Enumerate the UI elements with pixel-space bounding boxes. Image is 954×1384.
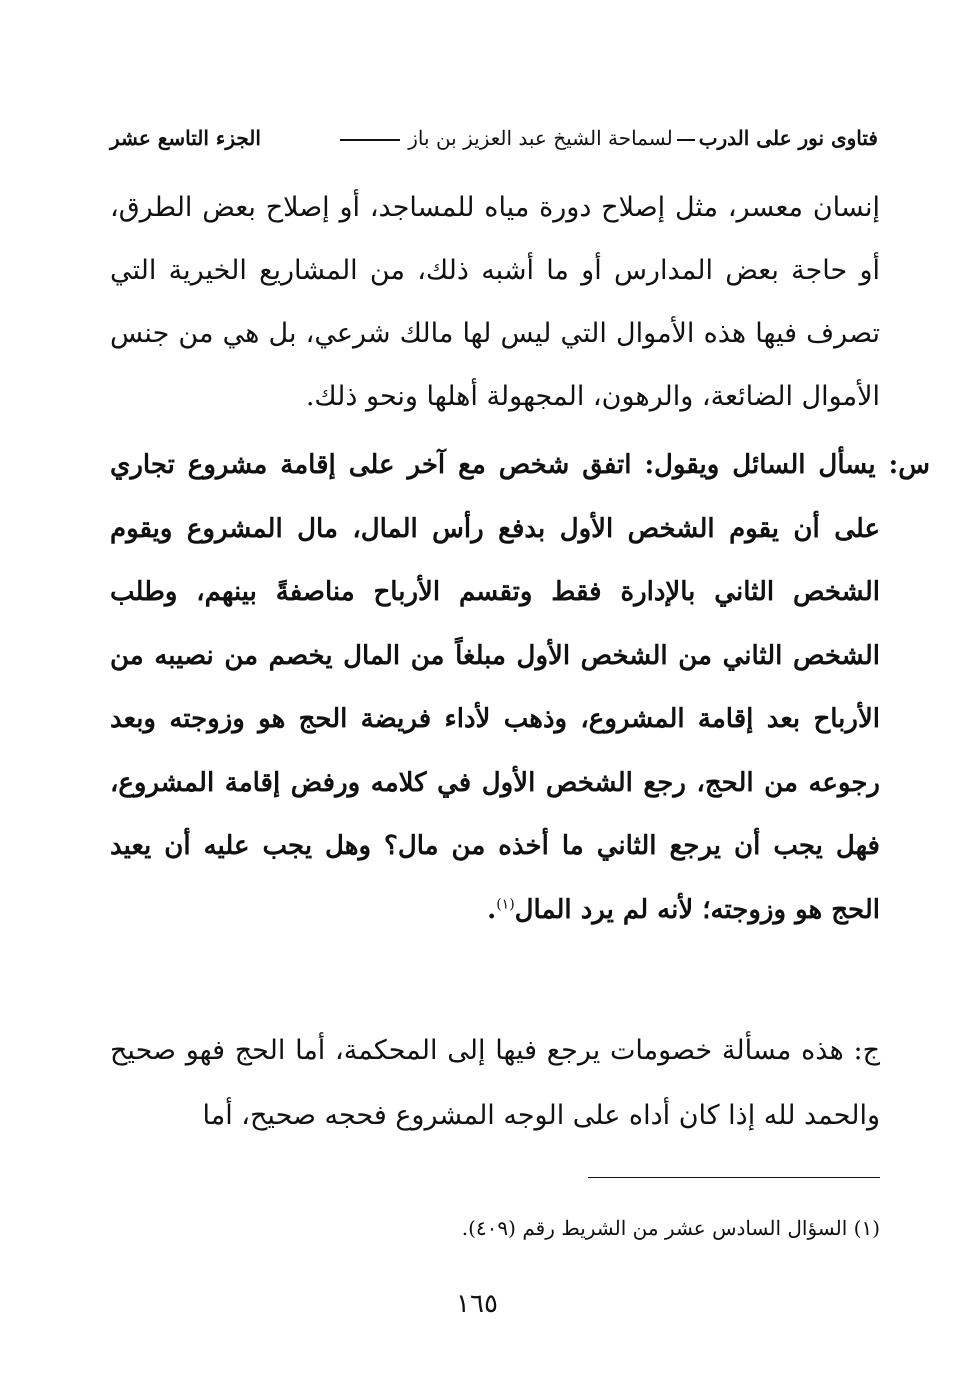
running-header bbox=[110, 118, 878, 158]
answer-text: هذه مسألة خصومات يرجع فيها إلى المحكمة، أما الحج فهو صحيح والحمد لله إذا كان أداه على الوجه المشروع فحجه صحيح، أما bbox=[110, 1035, 880, 1131]
paragraph-continuation: إنسان معسر، مثل إصلاح دورة مياه للمساجد، أو إصلاح بعض الطرق، أو حاجة بعض المدارس أو ما أشبه ذلك، من المشاريع الخيرية التي تصرف فيها هذه الأموال التي ليس لها مالك شرعي، بل هي من جنس الأموال الضائعة، والرهون، المجهولة أهلها ونحو ذلك. bbox=[110, 192, 880, 412]
volume-label: الجزء التاسع عشر bbox=[110, 126, 261, 150]
answer-label: ج: bbox=[853, 1035, 880, 1066]
question-end-mark: . bbox=[487, 894, 497, 925]
question-block bbox=[110, 434, 930, 942]
question-label: س: bbox=[888, 450, 930, 480]
header-dash bbox=[677, 139, 695, 141]
footnote-reference: (١) bbox=[496, 895, 515, 912]
question-text: يسأل السائل ويقول: اتفق شخص مع آخر على إقامة مشروع تجاري على أن يقوم الشخص الأول بدفع رأس المال، مال المشروع ويقوم الشخص الثاني بالإدارة فقط وتقسم الأرباح مناصفةً بينهم، وطلب الشخص الثاني من الشخص الأول مبلغاً من المال يخصم من نصيبه من الأرباح بعد إقامة المشروع، وذهب لأداء فريضة الحج هو وزوجته وبعد رجوعه من الحج، رجع الشخص الأول في كلامه ورفض إقامة المشروع، فهل يجب أن يرجع الثاني ما أخذه من مال؟ وهل يجب عليه أن يعيد الحج هو وزوجته؛ لأنه لم يرد المال bbox=[110, 450, 880, 925]
footnote: (١) السؤال السادس عشر من الشريط رقم (٤٠٩). bbox=[461, 1216, 880, 1240]
answer-block bbox=[110, 1018, 880, 1148]
book-title: فتاوى نور على الدرب bbox=[698, 126, 878, 150]
page-number: ١٦٥ bbox=[456, 1289, 498, 1319]
header-rule bbox=[340, 139, 400, 141]
author-name: لسماحة الشيخ عبد العزيز بن باز bbox=[408, 126, 673, 150]
footnote-separator bbox=[588, 1177, 880, 1178]
